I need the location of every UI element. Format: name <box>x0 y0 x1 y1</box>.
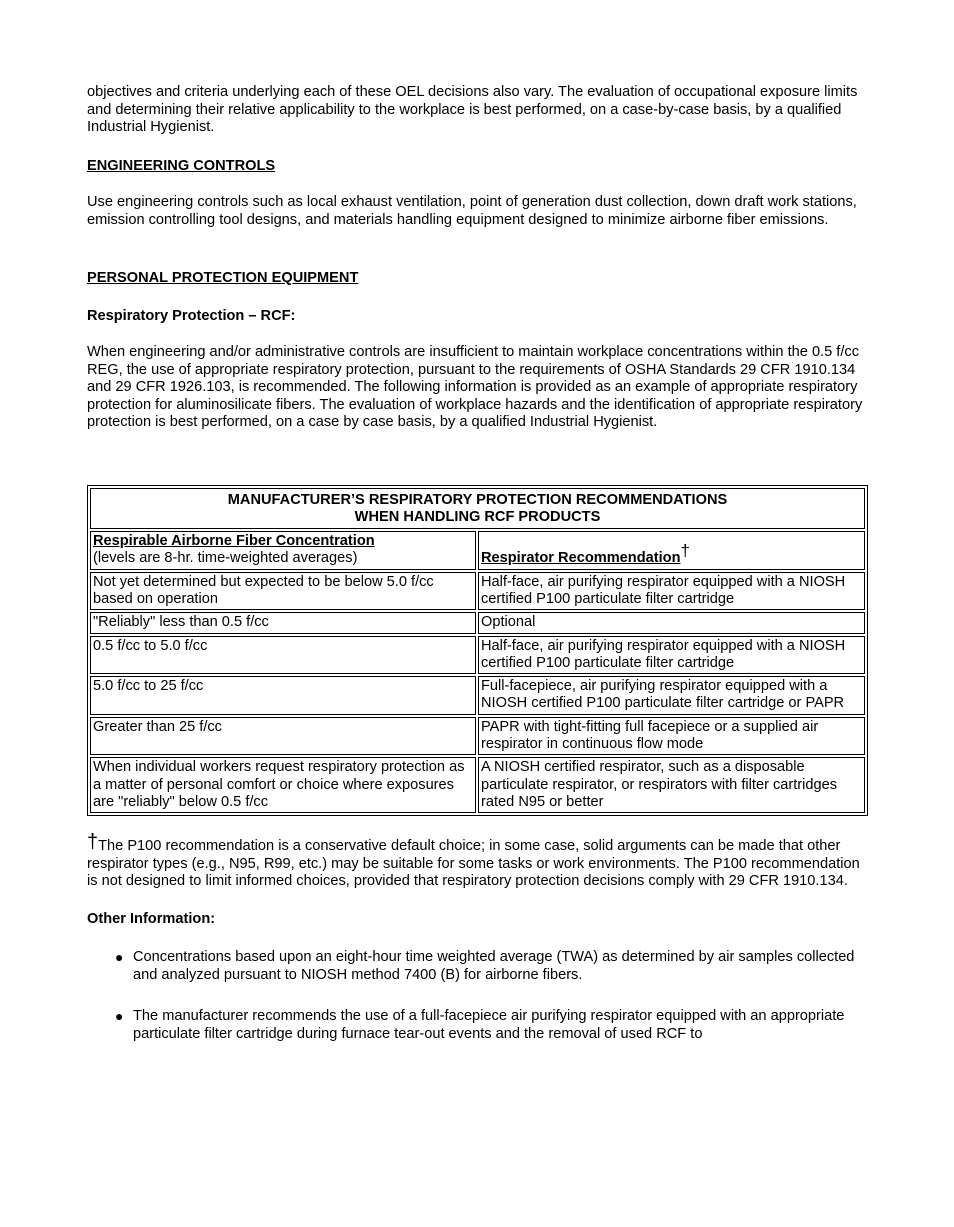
respiratory-recommendations-table <box>87 485 868 817</box>
recommendation-cell: Half-face, air purifying respirator equipped with a NIOSH certified P100 particulate filter cartridge <box>478 636 865 675</box>
table-title <box>90 488 865 530</box>
column-header-concentration <box>90 531 476 570</box>
concentration-cell: Greater than 25 f/cc <box>90 717 476 756</box>
respiratory-protection-subheading: Respiratory Protection – RCF: <box>87 307 296 324</box>
footnote-text: The P100 recommendation is a conservative default choice; in some case, solid arguments can be made that other respirator types (e.g., N95, R99, etc.) may be suitable for some tasks or work environments. The P100 recommendation is not designed to limit informed choices, provided that respiratory protection decisions comply with 29 CFR 1910.134. <box>87 838 860 890</box>
recommendation-cell: A NIOSH certified respirator, such as a disposable particulate respirator, or respirators with filter cartridges rated N95 or better <box>478 757 865 813</box>
list-item-text: The manufacturer recommends the use of a full-facepiece air purifying respirator equipped with an appropriate particulate filter cartridge during furnace tear-out events and the removal of used RCF to <box>133 1008 845 1042</box>
ppe-heading: PERSONAL PROTECTION EQUIPMENT <box>87 270 359 286</box>
concentration-cell: "Reliably" less than 0.5 f/cc <box>90 612 476 633</box>
concentration-cell: Not yet determined but expected to be below 5.0 f/cc based on operation <box>90 572 476 611</box>
table-title-row <box>90 488 865 530</box>
column-header-recommendation <box>478 531 865 570</box>
table-body <box>90 572 865 814</box>
respiratory-protection-paragraph: When engineering and/or administrative controls are insufficient to maintain workplace concentrations within the 0.5 f/cc REG, the use of appropriate respiratory protection, pursuant to the requirements of OSHA Standards 29 CFR 1910.134 and 29 CFR 1926.103, is recommended. The following information is provided as an example of appropriate respiratory protection for aluminosilicate fibers. The evaluation of workplace hazards and the identification of appropriate respiratory protection is best performed, on a case by case basis, by a qualified Industrial Hygienist. <box>87 344 863 430</box>
engineering-controls-paragraph: Use engineering controls such as local exhaust ventilation, point of generation dust collection, down draft work stations, emission controlling tool designs, and materials handling equipment designed to minimize airborne fiber emissions. <box>87 194 857 228</box>
table-title-line-1: MANUFACTURER’S RESPIRATORY PROTECTION RECOMMENDATIONS <box>227 491 728 508</box>
document-page <box>87 84 869 1067</box>
concentration-cell: 5.0 f/cc to 25 f/cc <box>90 676 476 715</box>
dagger-footnote-marker: † <box>680 541 690 561</box>
recommendation-cell: Half-face, air purifying respirator equipped with a NIOSH certified P100 particulate filter cartridge <box>478 572 865 611</box>
concentration-header-note: (levels are 8-hr. time-weighted averages) <box>93 550 358 567</box>
table-row <box>90 572 865 611</box>
footnote <box>87 831 869 891</box>
concentration-header-label: Respirable Airborne Fiber Concentration <box>93 533 375 550</box>
recommendation-header-label: Respirator Recommendation <box>481 550 681 567</box>
bullet-icon: ● <box>115 949 124 966</box>
recommendation-cell: Full-facepiece, air purifying respirator equipped with a NIOSH certified P100 particulate filter cartridge or PAPR <box>478 676 865 715</box>
table-row <box>90 612 865 633</box>
bullet-icon: ● <box>115 1008 124 1025</box>
engineering-controls-heading: ENGINEERING CONTROLS <box>87 157 276 174</box>
list-item-text: Concentrations based upon an eight-hour time weighted average (TWA) as determined by air samples collected and analyzed pursuant to NIOSH method 7400 (B) for airborne fibers. <box>133 949 855 983</box>
table-row <box>90 717 865 756</box>
table-row <box>90 676 865 715</box>
list-item <box>115 949 869 984</box>
intro-paragraph: objectives and criteria underlying each of these OEL decisions also vary. The evaluation of occupational exposure limits and determining their relative applicability to the workplace is best performed, on a case-by-case basis, by a qualified Industrial Hygienist. <box>87 84 858 135</box>
table-row <box>90 636 865 675</box>
concentration-cell: When individual workers request respiratory protection as a matter of personal comfort or choice where exposures are "reliably" below 0.5 f/cc <box>90 757 476 813</box>
footnote-dagger: † <box>87 831 99 854</box>
table-row <box>90 757 865 813</box>
list-item <box>115 1008 869 1043</box>
table-title-line-2: WHEN HANDLING RCF PRODUCTS <box>354 508 601 525</box>
other-information-list <box>87 949 869 1043</box>
concentration-cell: 0.5 f/cc to 5.0 f/cc <box>90 636 476 675</box>
recommendation-cell: PAPR with tight-fitting full facepiece or a supplied air respirator in continuous flow mode <box>478 717 865 756</box>
recommendation-cell: Optional <box>478 612 865 633</box>
table-header-row <box>90 531 865 570</box>
other-information-heading: Other Information: <box>87 910 216 927</box>
recommendations-table-wrapper <box>87 485 869 817</box>
